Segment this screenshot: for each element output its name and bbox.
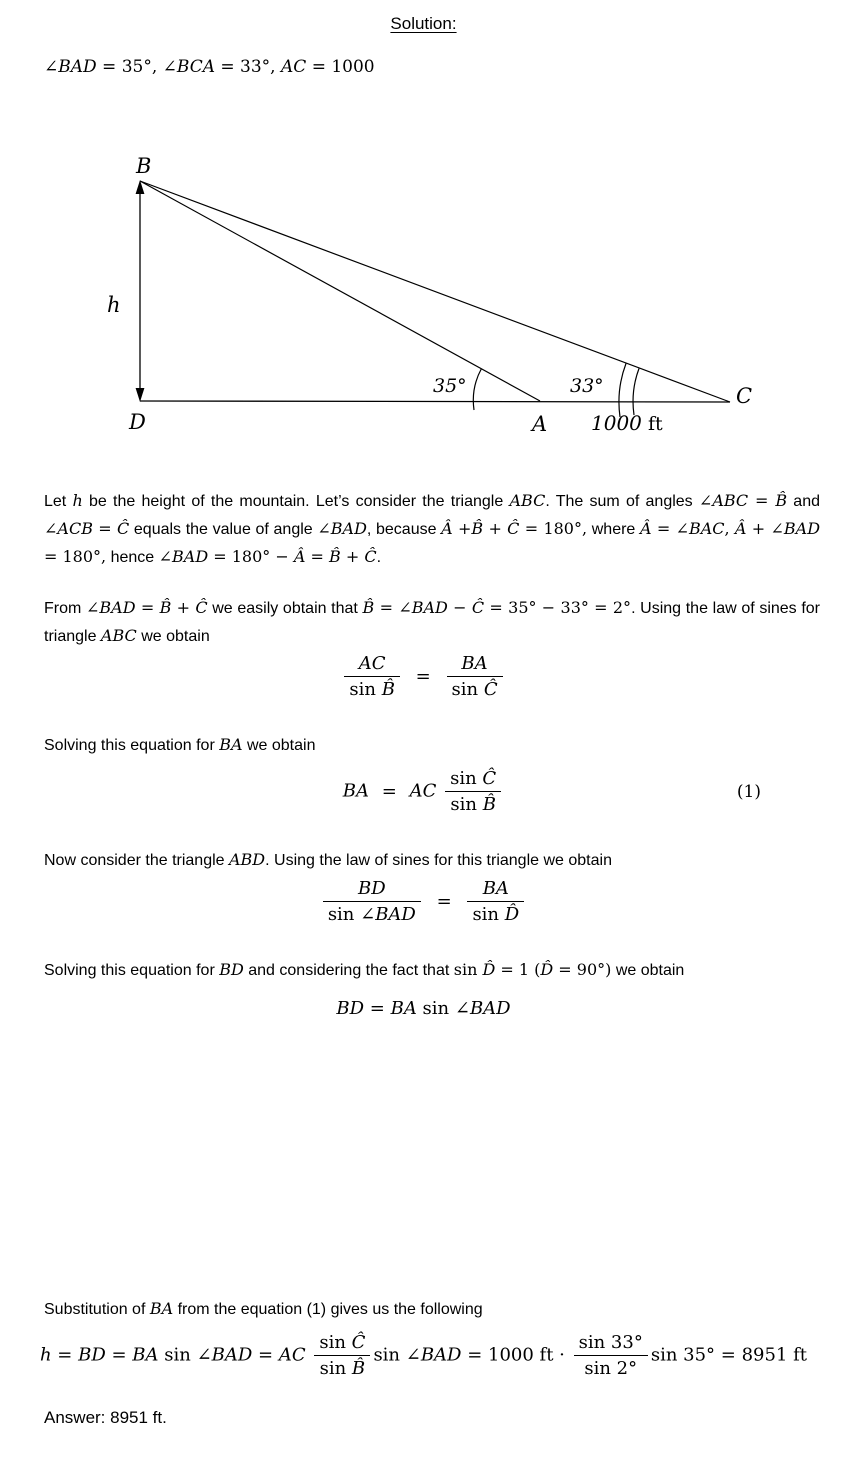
math-term: BA bbox=[461, 653, 488, 674]
line-ba bbox=[140, 181, 540, 401]
text-segment: sin 35° = 8951 ft bbox=[650, 1344, 808, 1366]
fraction-ac-sinb bbox=[344, 653, 400, 700]
text-segment: equals the value of angle bbox=[129, 521, 318, 538]
label-base-length: 1000 bbox=[591, 411, 642, 435]
fraction-bd-sinbad bbox=[323, 878, 421, 925]
math-term: sin bbox=[450, 768, 483, 789]
page-title bbox=[0, 14, 847, 34]
text-segment: ∠BAD bbox=[405, 1344, 462, 1366]
text-segment: = 180°, bbox=[519, 519, 588, 538]
text-segment: = bbox=[748, 491, 776, 510]
fraction-numerator bbox=[467, 878, 524, 902]
fraction-ba-sinc bbox=[447, 653, 503, 700]
text-segment: Â +B̂ + Ĉ bbox=[441, 519, 520, 538]
fraction-sinc-sinb bbox=[314, 1332, 370, 1379]
text-segment: AC bbox=[281, 57, 307, 77]
math-term: AC bbox=[358, 653, 386, 674]
label-angle-33: 33° bbox=[570, 375, 604, 397]
text-segment: ∠BAD bbox=[158, 547, 209, 566]
final-eq-right bbox=[651, 1345, 807, 1366]
text-segment: where bbox=[587, 521, 640, 538]
text-segment: Â bbox=[293, 547, 306, 566]
math-term: sin bbox=[349, 679, 382, 700]
text-segment: ABC bbox=[100, 626, 137, 645]
text-segment: we easily obtain that bbox=[207, 600, 363, 617]
label-height-h: h bbox=[107, 293, 121, 317]
text-segment: ∠ACB bbox=[44, 519, 93, 538]
fraction-sin33-sin2 bbox=[574, 1332, 648, 1379]
text-segment: we obtain bbox=[136, 628, 210, 645]
math-term: sin 2° bbox=[584, 1358, 638, 1379]
final-eq-middle bbox=[373, 1345, 570, 1366]
text-segment: Substitution of bbox=[44, 1301, 150, 1318]
text-segment: . bbox=[376, 549, 382, 566]
angle-arc-at-c-outer bbox=[619, 364, 626, 418]
text-segment: ∠ABC bbox=[698, 491, 749, 510]
equation-number: (1) bbox=[736, 781, 761, 802]
text-segment: D̂ bbox=[482, 960, 496, 979]
math-term: ∠BAD bbox=[360, 904, 416, 925]
text-segment: = 90°) bbox=[553, 960, 612, 979]
angle-arc-at-a bbox=[473, 369, 481, 411]
math-term: sin 33° bbox=[578, 1332, 643, 1353]
text-segment: . Using the law of sines for triangle bbox=[44, 600, 821, 645]
given-values-line bbox=[44, 57, 375, 77]
text-segment: ∠BAD bbox=[44, 57, 97, 77]
text-segment: BD bbox=[78, 1344, 106, 1366]
fraction-numerator bbox=[323, 878, 421, 902]
paragraph-angle-relations bbox=[44, 487, 820, 571]
text-segment: sin bbox=[164, 1344, 197, 1366]
paragraph-substitution bbox=[44, 1295, 820, 1323]
text-segment: ∠BAD − Ĉ bbox=[398, 598, 485, 617]
text-segment: Answer: bbox=[44, 1408, 111, 1427]
text-segment: B̂ bbox=[362, 598, 375, 617]
math-term: Ĉ bbox=[483, 679, 498, 700]
fraction-denominator bbox=[445, 792, 501, 815]
text-segment: = 35°, bbox=[96, 57, 163, 77]
equals-sign: = bbox=[436, 890, 452, 912]
text-segment: Â bbox=[639, 519, 652, 538]
text-segment: sin bbox=[422, 998, 455, 1019]
math-term: Ĉ bbox=[351, 1332, 366, 1353]
text-segment: ∠BAD bbox=[86, 598, 136, 617]
label-vertex-a: A bbox=[532, 412, 548, 436]
text-segment: we obtain bbox=[611, 962, 685, 979]
text-segment: = 180°, bbox=[44, 547, 107, 566]
math-term: sin bbox=[472, 904, 505, 925]
angle-arc-at-c-inner bbox=[633, 369, 639, 416]
baseline-dc bbox=[140, 401, 730, 402]
math-term: BD bbox=[358, 878, 386, 899]
text-segment: from the equation (1) gives us the following bbox=[173, 1301, 483, 1318]
text-segment: = bbox=[252, 1344, 279, 1366]
math-term: B̂ bbox=[351, 1358, 366, 1379]
label-angle-35: 35° bbox=[433, 375, 467, 397]
fraction-denominator bbox=[467, 902, 524, 925]
text-segment: BD bbox=[336, 998, 365, 1019]
label-vertex-b: B bbox=[136, 154, 152, 178]
math-term: B̂ bbox=[381, 679, 395, 700]
fraction-numerator bbox=[314, 1332, 370, 1356]
arrow-down-icon bbox=[136, 388, 145, 402]
text-segment: ABC bbox=[509, 491, 546, 510]
text-segment: ∠BAC bbox=[675, 519, 725, 538]
text-segment: B̂ + Ĉ bbox=[329, 547, 377, 566]
fraction-denominator bbox=[314, 1356, 370, 1379]
equals-sign: = bbox=[415, 665, 431, 687]
text-segment: we obtain bbox=[242, 737, 316, 754]
fraction-numerator bbox=[344, 653, 400, 677]
equation-1 bbox=[0, 768, 847, 815]
equation-bd-result bbox=[0, 998, 847, 1019]
math-term: AC bbox=[409, 780, 437, 802]
text-segment: Â + ∠BAD bbox=[734, 519, 821, 538]
paragraph-solve-for-ba bbox=[44, 731, 820, 759]
text-segment: BA bbox=[390, 998, 423, 1019]
text-segment: = bbox=[305, 547, 329, 566]
fraction-sinc-sinb bbox=[445, 768, 501, 815]
text-segment: = 35° − 33° = 2° bbox=[484, 598, 632, 617]
text-segment: h bbox=[72, 491, 83, 510]
fraction-numerator bbox=[574, 1332, 648, 1356]
text-segment: sin bbox=[453, 960, 483, 979]
text-segment: ∠BAD bbox=[317, 519, 367, 538]
text-segment: Now consider the triangle bbox=[44, 852, 229, 869]
paragraph-law-of-sines-abc bbox=[44, 594, 820, 650]
text-segment: ABD bbox=[228, 850, 266, 869]
text-segment: = bbox=[92, 519, 117, 538]
math-term: D̂ bbox=[504, 904, 520, 925]
text-segment: = 1 ( bbox=[495, 960, 541, 979]
text-segment: = bbox=[651, 519, 676, 538]
label-base-unit: ft bbox=[648, 413, 663, 435]
text-segment: Ĉ bbox=[116, 519, 130, 538]
fraction-ba-sind bbox=[467, 878, 524, 925]
text-segment: . The sum of angles bbox=[545, 493, 699, 510]
text-segment: = bbox=[364, 998, 391, 1019]
math-term: B̂ bbox=[482, 794, 496, 815]
math-term: sin bbox=[450, 794, 483, 815]
text-segment: = 1000 ft · bbox=[461, 1344, 571, 1366]
paragraph-triangle-abd bbox=[44, 846, 820, 874]
math-term: sin bbox=[327, 904, 361, 925]
text-segment: = bbox=[51, 1344, 79, 1366]
text-segment: = bbox=[135, 598, 160, 617]
text-segment: B̂ + Ĉ bbox=[159, 598, 208, 617]
equation-law-of-sines-abc bbox=[0, 653, 847, 700]
math-term: sin bbox=[319, 1332, 352, 1353]
fraction-numerator bbox=[447, 653, 503, 677]
text-segment: Solving this equation for bbox=[44, 737, 220, 754]
equation-final bbox=[0, 1332, 847, 1379]
text-segment: be the height of the mountain. Let’s consider the triangle bbox=[82, 493, 510, 510]
text-segment: Solving this equation for bbox=[44, 962, 220, 979]
math-term: sin bbox=[451, 679, 484, 700]
text-segment: Let bbox=[44, 493, 73, 510]
fraction-denominator bbox=[323, 902, 421, 925]
math-term: BA bbox=[342, 780, 370, 802]
final-eq-left bbox=[40, 1345, 311, 1366]
text-segment: h bbox=[39, 1344, 52, 1366]
text-segment: and bbox=[787, 493, 820, 510]
text-segment: From bbox=[44, 600, 86, 617]
text-segment: BA bbox=[149, 1299, 174, 1318]
equals-sign: = bbox=[381, 780, 397, 802]
text-segment: = 180° − bbox=[208, 547, 294, 566]
text-segment: AC bbox=[278, 1344, 312, 1366]
text-segment: ∠BAD bbox=[196, 1344, 253, 1366]
fraction-denominator bbox=[344, 677, 400, 700]
triangle-diagram bbox=[0, 140, 847, 450]
label-vertex-d: D bbox=[129, 410, 146, 434]
text-segment: , because bbox=[366, 521, 442, 538]
fraction-denominator bbox=[447, 677, 503, 700]
fraction-denominator bbox=[574, 1356, 648, 1379]
text-segment: BA bbox=[132, 1344, 165, 1366]
text-segment: BD bbox=[219, 960, 244, 979]
answer-line bbox=[44, 1408, 167, 1428]
math-term: sin bbox=[319, 1358, 352, 1379]
text-segment: D̂ bbox=[540, 960, 554, 979]
math-term: Ĉ bbox=[482, 768, 497, 789]
text-segment: sin bbox=[373, 1344, 406, 1366]
text-segment: B̂ bbox=[775, 491, 788, 510]
text-segment: ∠BAD bbox=[454, 998, 511, 1019]
line-bc bbox=[140, 181, 730, 402]
text-segment: = 33°, bbox=[215, 57, 281, 77]
equation-law-of-sines-abd bbox=[0, 878, 847, 925]
paragraph-solve-for-bd bbox=[44, 956, 820, 984]
text-segment: and considering the fact that bbox=[243, 962, 454, 979]
page-title-text: Solution: bbox=[390, 14, 457, 33]
math-term: BA bbox=[482, 878, 509, 899]
text-segment: ∠BCA bbox=[162, 57, 215, 77]
text-segment: hence bbox=[106, 549, 159, 566]
text-segment: . Using the law of sines for this triangle we obtain bbox=[265, 852, 612, 869]
text-segment: 8951 ft. bbox=[110, 1408, 167, 1427]
label-vertex-c: C bbox=[736, 384, 753, 408]
text-segment: = 1000 bbox=[306, 57, 375, 77]
text-segment: , bbox=[724, 519, 735, 538]
fraction-numerator bbox=[445, 768, 501, 792]
text-segment: = bbox=[374, 598, 399, 617]
text-segment: BA bbox=[219, 735, 243, 754]
text-segment: = bbox=[105, 1344, 133, 1366]
